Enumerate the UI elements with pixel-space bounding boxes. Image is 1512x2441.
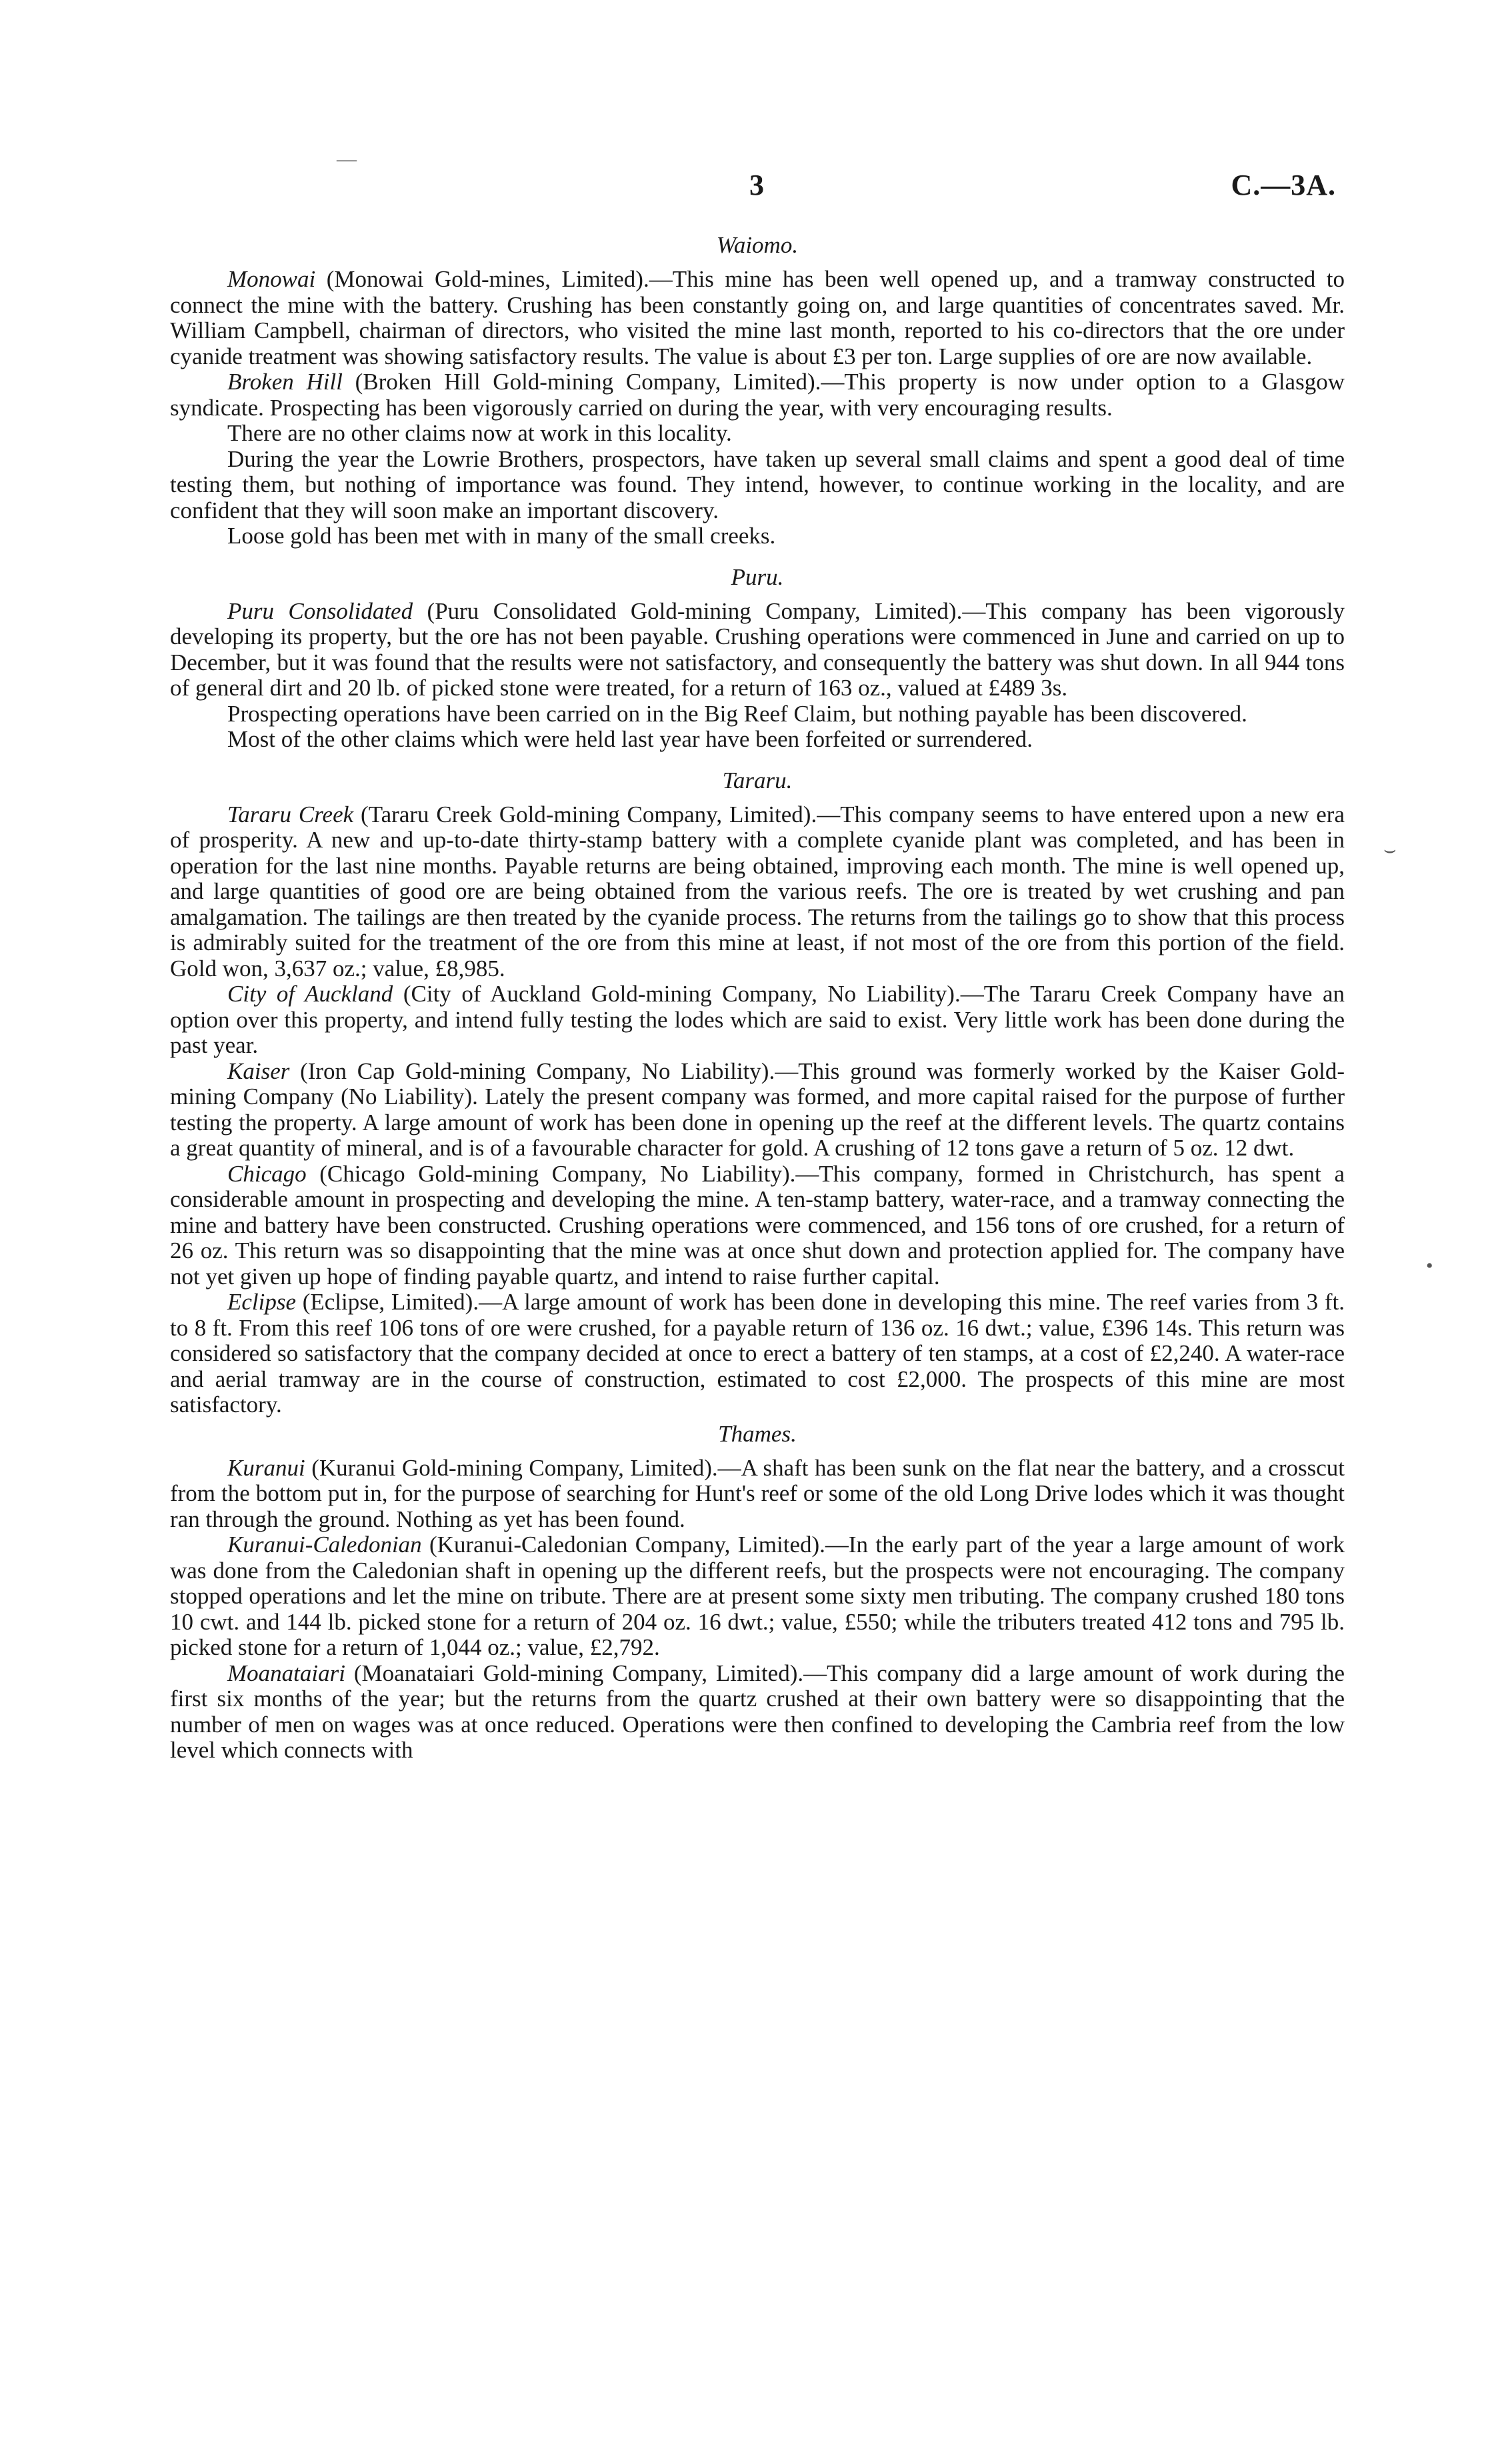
page-header bbox=[0, 168, 1512, 208]
paragraph bbox=[170, 1661, 1345, 1764]
paragraph-text: During the year the Lowrie Brothers, prospectors, have taken up several small claims and spent a good deal of time testing them, but nothing of importance was found. They intend, however, to continue working in the locality, and are confident that they will soon make an important discovery. bbox=[170, 445, 1345, 523]
paragraph bbox=[170, 727, 1345, 753]
paragraph-text: (Moanataiari Gold-mining Company, Limited).—This company did a large amount of work during the first six months of the year; but the returns from the quartz crushed at their own battery were so disappointing that the number of men on wages was at once reduced. Operations were then confined to developing the Cambria reef from the low level which connects with bbox=[170, 1660, 1345, 1763]
mine-name: Moanataiari bbox=[227, 1660, 345, 1686]
paragraph-text: (Kuranui Gold-mining Company, Limited).—A shaft has been sunk on the flat near the battery, and a crosscut from the bottom put in, for the purpose of searching for Hunt's reef or some of the old Long Drive lodes which it was thought ran through the ground. Nothing as yet has been found. bbox=[170, 1454, 1345, 1532]
paragraph bbox=[170, 1456, 1345, 1533]
paragraph bbox=[170, 369, 1345, 421]
scan-dot: • bbox=[1426, 1255, 1433, 1277]
section-heading-tararu: Tararu. bbox=[722, 767, 793, 793]
page-number: 3 bbox=[749, 169, 764, 201]
mine-name: Chicago bbox=[227, 1160, 307, 1187]
mine-name: Puru Consolidated bbox=[227, 597, 413, 624]
mine-name: Monowai bbox=[227, 266, 316, 292]
mine-name: Tararu Creek bbox=[227, 801, 354, 827]
section-heading-puru: Puru. bbox=[731, 563, 784, 590]
paragraph bbox=[170, 1532, 1345, 1661]
paragraph-text: (Iron Cap Gold-mining Company, No Liability).—This ground was formerly worked by the Kaiser Gold-mining Company (No Liability). Lately the present company was formed, and more capital raised for the purpose of further testing the property. A large amount of work has been done in opening up the reef at the different levels. The quartz contains a great quantity of mineral, and is of a favourable character for gold. A crushing of 12 tons gave a return of 5 oz. 12 dwt. bbox=[170, 1057, 1345, 1161]
page-body bbox=[170, 232, 1345, 1764]
section-heading-thames: Thames. bbox=[718, 1420, 797, 1447]
paragraph-text: (Eclipse, Limited).—A large amount of work has been done in developing this mine. The reef varies from 3 ft. to 8 ft. From this reef 106 tons of ore were crushed, for a payable return of 136 oz. 16 dwt.; value, £396 14s. This return was considered so satisfactory that the company decided at once to erect a battery of ten stamps, at a cost of £2,240. A water-race and aerial tramway are in the course of construction, estimated to cost £2,000. The prospects of this mine are most satisfactory. bbox=[170, 1289, 1345, 1418]
paragraph bbox=[170, 701, 1345, 727]
mine-name: City of Auckland bbox=[227, 981, 393, 1007]
mine-name: Kuranui bbox=[227, 1454, 305, 1481]
paragraph-text: Prospecting operations have been carried on in the Big Reef Claim, but nothing payable has been discovered. bbox=[227, 700, 1247, 727]
paragraph bbox=[170, 1059, 1345, 1161]
paragraph bbox=[170, 523, 1345, 549]
paragraph-text: (Monowai Gold-mines, Limited).—This mine has been well opened up, and a tramway constructed to connect the mine with the battery. Crushing has been constantly going on, and large quantities of concentrates saved. Mr. William Campbell, chairman of directors, who visited the mine last month, reported to his co-directors that the ore under cyanide treatment was showing satisfactory results. The value is about £3 per ton. Large supplies of ore are now available. bbox=[170, 266, 1345, 369]
mine-name: Kuranui-Caledonian bbox=[227, 1532, 422, 1558]
paragraph-text: (City of Auckland Gold-mining Company, No Liability).—The Tararu Creek Company have an option over this property, and intend fully testing the lodes which are said to exist. Very little work has been done during the past year. bbox=[170, 981, 1345, 1058]
paragraph bbox=[170, 421, 1345, 447]
paragraph-text: (Kuranui-Caledonian Company, Limited).—In the early part of the year a large amount of work was done from the Caledonian shaft in opening up the different reefs, but the prospects were not encouraging. The company stopped operations and let the mine on tribute. There are at present some sixty men tributing. The company crushed 180 tons 10 cwt. and 144 lb. picked stone for a return of 204 oz. 16 dwt.; value, £550; while the tributers treated 412 tons and 795 lb. picked stone for a return of 1,044 oz.; value, £2,792. bbox=[170, 1532, 1345, 1660]
document-code: C.—3A. bbox=[1231, 169, 1336, 201]
paragraph bbox=[170, 802, 1345, 982]
scan-mark: ⌣ bbox=[1383, 839, 1397, 861]
mine-name: Eclipse bbox=[227, 1289, 297, 1315]
scan-mark: — bbox=[337, 148, 357, 170]
mine-name: Broken Hill bbox=[227, 369, 343, 395]
paragraph bbox=[170, 981, 1345, 1059]
paragraph bbox=[170, 1290, 1345, 1418]
paragraph bbox=[170, 599, 1345, 701]
paragraph-text: There are no other claims now at work in this locality. bbox=[227, 420, 732, 446]
section-heading-waiomo: Waiomo. bbox=[716, 232, 799, 258]
paragraph-text: (Chicago Gold-mining Company, No Liability).—This company, formed in Christchurch, has spent a considerable amount in prospecting and developing the mine. A ten-stamp battery, water-race, and a tramway connecting the mine and battery have been constructed. Crushing operations were commenced, and 156 tons of ore crushed, for a return of 26 oz. This return was so disappointing that the mine was at once shut down and protection applied for. The company have not yet given up hope of finding payable quartz, and intend to raise further capital. bbox=[170, 1160, 1345, 1290]
paragraph-text: Loose gold has been met with in many of the small creeks. bbox=[227, 523, 776, 549]
paragraph-text: (Puru Consolidated Gold-mining Company, Limited).—This company has been vigorously developing its property, but the ore has not been payable. Crushing operations were commenced in June and carried on up to December, but it was found that the results were not satisfactory, and consequently the battery was shut down. In all 944 tons of general dirt and 20 lb. of picked stone were treated, for a return of 163 oz., valued at £489 3s. bbox=[170, 597, 1345, 701]
paragraph bbox=[170, 267, 1345, 369]
paragraph bbox=[170, 447, 1345, 524]
paragraph-text: Most of the other claims which were held last year have been forfeited or surrendered. bbox=[227, 726, 1033, 752]
mine-name: Kaiser bbox=[227, 1057, 290, 1084]
paragraph-text: (Tararu Creek Gold-mining Company, Limited).—This company seems to have entered upon a new era of prosperity. A new and up-to-date thirty-stamp battery with a complete cyanide plant was completed, and has been in operation for the last nine months. Payable returns are being obtained, improving each month. The mine is well opened up, and large quantities of good ore are being obtained from the various reefs. The ore is treated by wet crushing and pan amalgamation. The tailings are then treated by the cyanide process. The returns from the tailings go to show that this process is admirably suited for the treatment of the ore from this mine at least, if not most of the ore from this portion of the field. Gold won, 3,637 oz.; value, £8,985. bbox=[170, 801, 1345, 981]
paragraph bbox=[170, 1161, 1345, 1290]
paragraph-text: (Broken Hill Gold-mining Company, Limited).—This property is now under option to a Glasgow syndicate. Prospecting has been vigorously carried on during the year, with very encouraging results. bbox=[170, 369, 1345, 421]
